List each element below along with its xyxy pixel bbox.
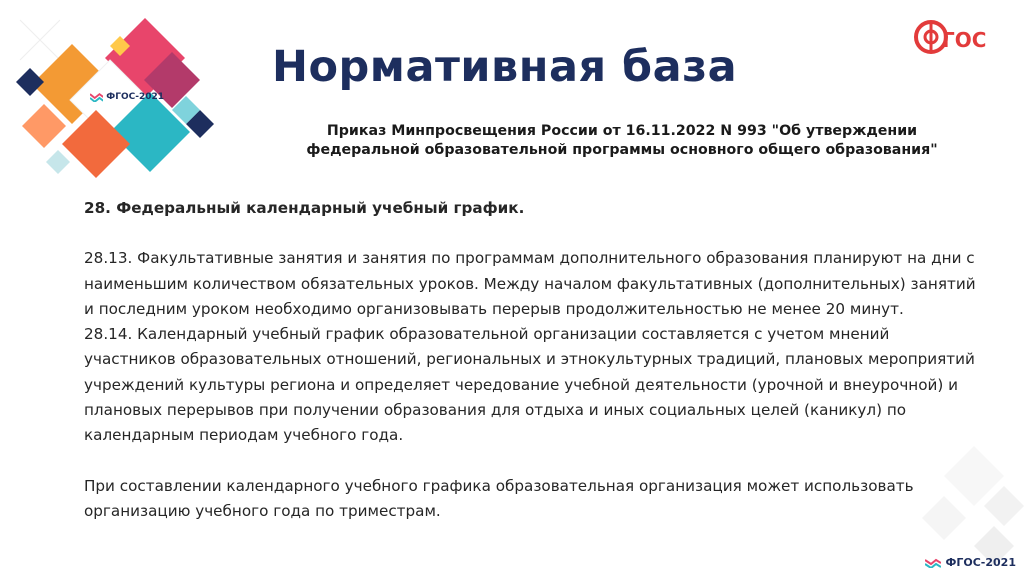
decorative-diamonds-bottom-right	[874, 416, 1024, 576]
footer-logo-text: ФГОС-2021	[945, 556, 1016, 569]
subtitle-line-2: федеральной образовательной программы основного общего образования"	[306, 142, 938, 158]
fgos-2021-footer-logo	[925, 556, 1016, 569]
paragraph-28-14: 28.14. Календарный учебный график образовательной организации составляется с учетом мнений участников образовательных отношений, региональных и этнокультурных традиций, плановых мероприятий учреждений культуры региона и определяет чередование учебной деятельности (урочной и внеурочной) и плановых перерывов при получении образования для отдыха и иных социальных целей (каникул) по календарным периодам учебного года.	[84, 325, 975, 445]
content-body	[84, 196, 984, 524]
paragraph-28-13: 28.13. Факультативные занятия и занятия по программам дополнительного образования планируют на дни с наименьшим количеством обязательных уроков. Между началом факультативных (дополнительных) занятий и последним уроком необходимо организовывать перерыв продолжительностью не менее 20 минут.	[84, 249, 976, 318]
badge-text: ФГОС-2021	[106, 92, 164, 102]
fgos-logo-top-right	[912, 18, 1002, 66]
logo-text: ГОС	[942, 28, 987, 52]
subtitle-line-1: Приказ Минпросвещения России от 16.11.2022 N 993 "Об утверждении	[326, 123, 918, 139]
spacer	[84, 221, 984, 246]
paragraph-trimesters: При составлении календарного учебного графика образовательная организация может использовать организацию учебного года по триместрам.	[84, 476, 914, 520]
spacer	[84, 449, 984, 474]
section-heading: 28. Федеральный календарный учебный график.	[84, 199, 525, 217]
fgos-wave-icon	[925, 558, 941, 568]
page-title: Нормативная база	[272, 42, 738, 92]
fgos-2021-badge	[90, 86, 164, 108]
fgos-wave-icon	[90, 92, 103, 102]
page-subtitle	[262, 122, 982, 160]
